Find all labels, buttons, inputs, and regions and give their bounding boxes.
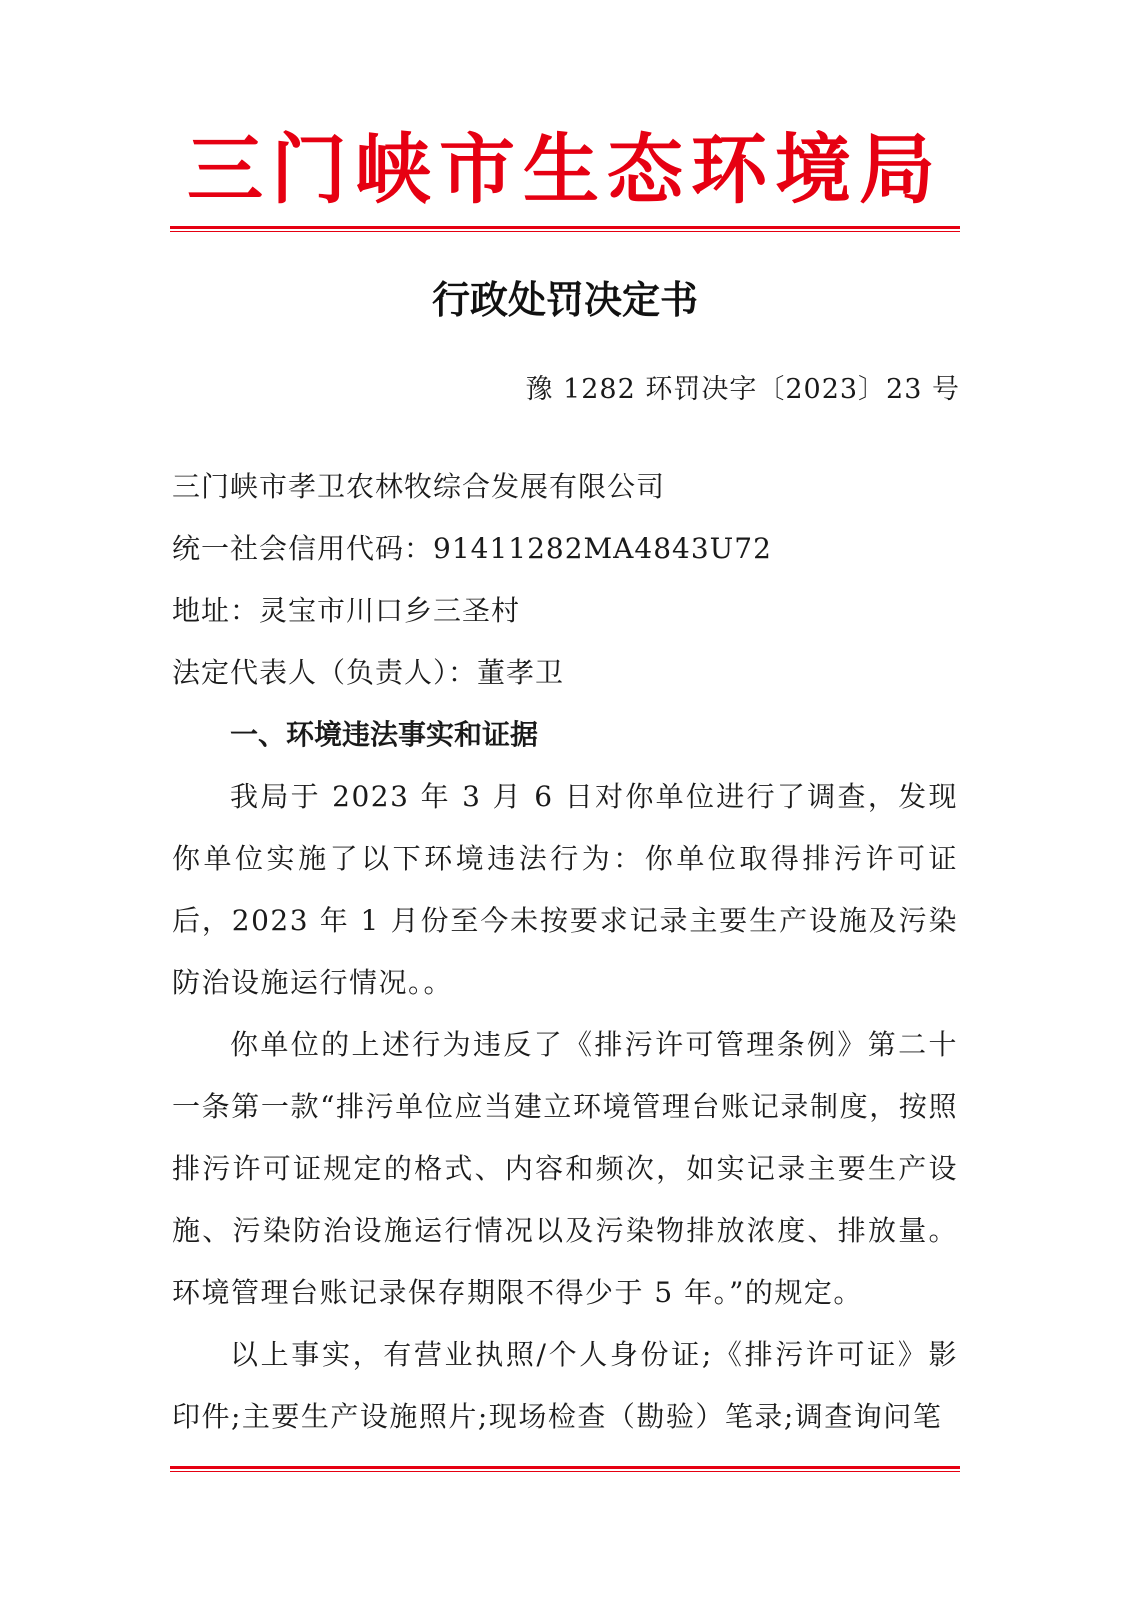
document-title: 行政处罚决定书 <box>431 278 698 322</box>
section-heading: 一、环境违法事实和证据 <box>230 718 539 751</box>
party-address: 地址：灵宝市川口乡三圣村 <box>172 594 521 627</box>
divider-thick-line <box>170 1466 960 1469</box>
legal-basis-paragraph: 你单位的上述行为违反了《排污许可管理条例》第二十一条第一款“排污单位应当建立环境管理台账记录制度，按照排污许可证规定的格式、内容和频次，如实记录主要生产设施、污染防治设施运行情况以及污染物排放浓度、排放量。环境管理台账记录保存期限不得少于 5 年。”的规定。 <box>172 1028 958 1309</box>
violation-facts-paragraph: 我局于 2023 年 3 月 6 日对你单位进行了调查，发现你单位实施了以下环境违法行为：你单位取得排污许可证后，2023 年 1 月份至今未按要求记录主要生产设施及污染防治设施运行情况。。 <box>172 780 958 999</box>
agency-masthead: 三门峡市生态环境局 <box>187 125 943 214</box>
evidence-paragraph: 以上事实，有营业执照/个人身份证;《排污许可证》影印件;主要生产设施照片;现场检查（勘验）笔录;调查询问笔 <box>172 1338 958 1433</box>
party-representative: 法定代表人（负责人）：董孝卫 <box>172 656 565 689</box>
party-company: 三门峡市孝卫农林牧综合发展有限公司 <box>172 470 666 503</box>
document-number: 豫 1282 环罚决字〔2023〕23 号 <box>525 374 960 405</box>
masthead-divider <box>170 226 960 233</box>
party-credit-code: 统一社会信用代码：91411282MA4843U72 <box>172 532 772 565</box>
footer-divider <box>170 1466 960 1473</box>
divider-thin-line <box>170 1471 960 1472</box>
divider-thin-line <box>170 231 960 232</box>
document-body <box>172 456 958 1448</box>
divider-thick-line <box>170 226 960 229</box>
